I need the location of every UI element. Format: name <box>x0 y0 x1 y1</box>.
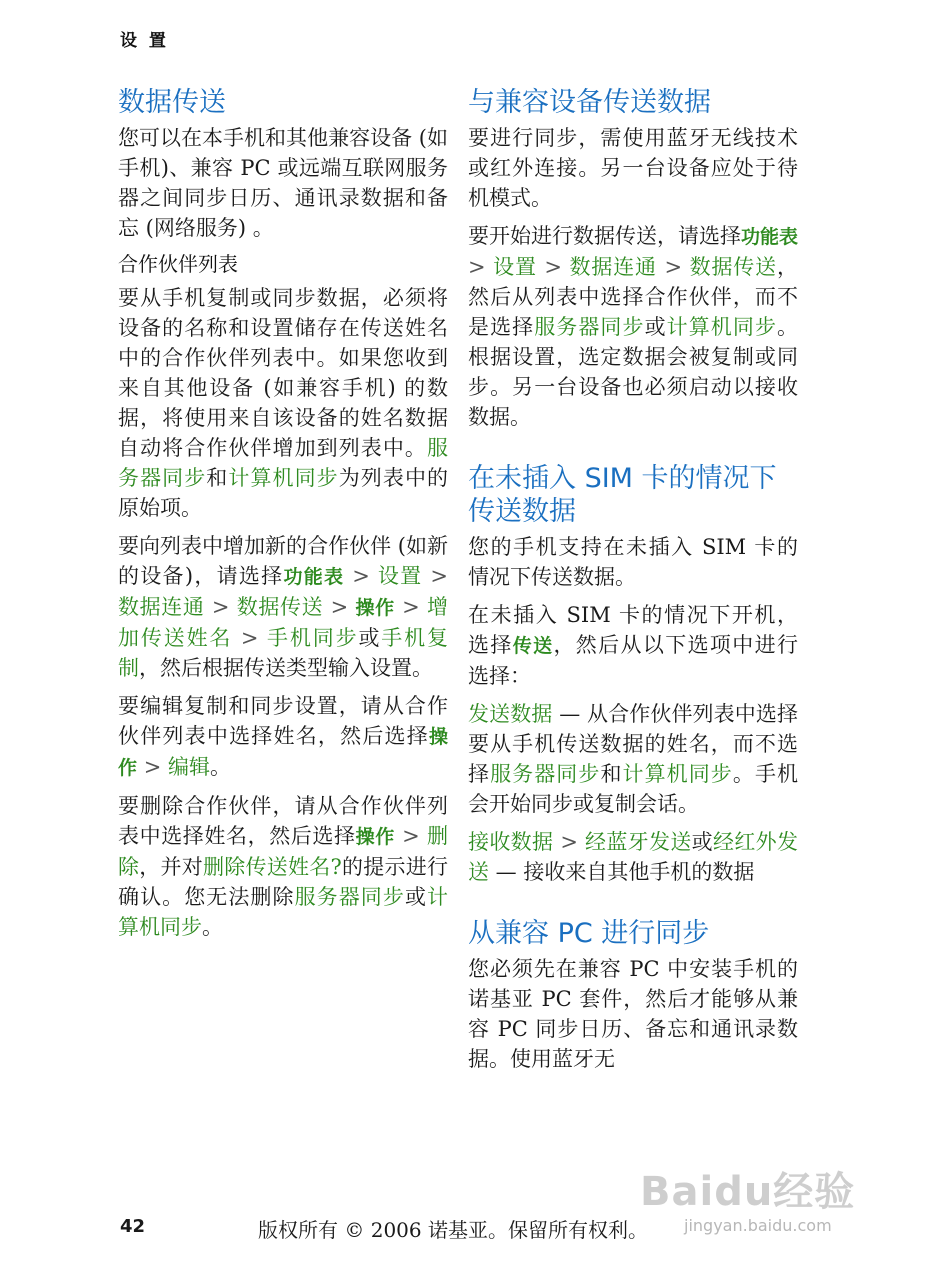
right-column <box>468 86 798 1082</box>
term-pc-sync: 计算机同步 <box>118 885 449 939</box>
menu-separator: > <box>544 255 562 279</box>
term-delete: 删除 <box>118 824 448 879</box>
delete-tail: 。 <box>202 915 223 939</box>
send-text: — 从合作伙伴列表中选择要从手机传送数据的姓名，而不选择 <box>468 702 798 786</box>
paragraph-no-sim-2 <box>468 600 798 691</box>
menu-separator: > <box>330 595 349 619</box>
start-text: 要开始进行数据传送，请选择 <box>468 224 741 248</box>
partners-tail: 为列表中的原始项。 <box>118 466 449 520</box>
word-or: 或 <box>691 830 713 854</box>
word-or: 或 <box>358 626 382 650</box>
heading-no-sim: 在未插入 SIM 卡的情况下传送数据 <box>468 463 777 527</box>
add-text: 要向列表中增加新的合作伙伴 (如新的设备)，请选择 <box>118 534 448 588</box>
partners-text: 要从手机复制或同步数据，必须将设备的名称和设置储存在传送姓名中的合作伙伴列表中。如果您收到来自其他设备 (如兼容手机) 的数据，将使用来自该设备的姓名数据自动将合作伙伴增加到列表中。 <box>118 286 448 460</box>
heading-partner-list: 合作伙伴列表 <box>118 252 238 276</box>
term-edit: 编辑 <box>168 755 210 779</box>
heading-pc-sync: 从兼容 PC 进行同步 <box>468 918 710 949</box>
menu-separator: > <box>211 595 230 619</box>
edit-tail: 。 <box>210 755 231 779</box>
term-pc-sync: 计算机同步 <box>622 762 733 786</box>
term-server-sync: 服务器同步 <box>294 885 405 909</box>
paragraph-start-transfer <box>468 221 798 432</box>
start-tail: 。根据设置，选定数据会被复制或同步。另一台设备也必须启动以接收数据。 <box>468 315 799 429</box>
term-options: 操作 <box>355 826 395 848</box>
paragraph-intro: 您可以在本手机和其他兼容设备 (如手机)、兼容 PC 或远端互联网服务器之间同步日历、通讯录数据和备忘 (网络服务) 。 <box>118 126 448 240</box>
menu-separator: > <box>143 755 162 779</box>
term-transfer: 传送 <box>512 635 554 657</box>
paragraph-partners: 要从手机复制或同步数据，必须将设备的名称和设置储存在传送姓名中的合作伙伴列表中。如果您收到来自其他设备 (如兼容手机) 的数据，将使用来自该设备的姓名数据自动将合作伙伴增加到列表中。服务器同步和计算机同步为列表中的原始项。 <box>118 286 449 520</box>
term-settings: 设置 <box>377 564 423 588</box>
menu-separator: > <box>468 255 486 279</box>
menu-separator: > <box>430 564 448 588</box>
menu-separator: > <box>402 595 420 619</box>
delete-text: 要删除合作伙伴，请从合作伙伴列表中选择姓名，然后选择 <box>118 794 448 848</box>
left-column <box>118 86 448 950</box>
term-phone-copy: 手机复制 <box>118 626 449 680</box>
heading-data-transfer: 数据传送 <box>118 87 226 118</box>
term-connectivity: 数据连通 <box>118 595 205 619</box>
term-server-sync: 服务器同步 <box>534 315 645 339</box>
paragraph-no-sim-1: 您的手机支持在未插入 SIM 卡的情况下传送数据。 <box>468 535 798 589</box>
term-options: 操作 <box>118 726 448 779</box>
term-pc-sync: 计算机同步 <box>666 315 778 339</box>
running-header: 设 置 <box>120 31 169 51</box>
nosim-text: 在未插入 SIM 卡的情况下开机，选择 <box>468 603 798 657</box>
term-receive-data: 接收数据 <box>468 830 554 854</box>
menu-separator: > <box>402 824 420 848</box>
word-or: 或 <box>644 315 667 339</box>
watermark-url: jingyan.baidu.com <box>684 1216 832 1235</box>
heading-compatible-transfer: 与兼容设备传送数据 <box>468 87 711 118</box>
term-settings: 设置 <box>493 255 537 279</box>
word-or: 或 <box>404 885 428 909</box>
term-via-bluetooth: 经蓝牙发送 <box>584 830 692 854</box>
term-server-sync: 服务器同步 <box>490 762 601 786</box>
start-text-2: ，然后从列表中选择合作伙伴，而不是选择 <box>468 255 798 339</box>
paragraph-receive-data <box>468 827 798 887</box>
term-data-transfer: 数据传送 <box>689 255 777 279</box>
copyright-notice: 版权所有 © 2006 诺基亚。保留所有权利。 <box>258 1218 648 1242</box>
paragraph-edit-partner <box>118 691 448 783</box>
edit-text: 要编辑复制和同步设置，请从合作伙伴列表中选择姓名，然后选择 <box>118 694 448 748</box>
menu-separator: > <box>352 564 370 588</box>
baidu-watermark <box>640 1160 910 1250</box>
menu-separator: > <box>240 626 259 650</box>
term-connectivity: 数据连通 <box>569 255 657 279</box>
watermark-logo: Baidu经验 <box>640 1169 856 1215</box>
paragraph-add-partner <box>118 531 448 683</box>
send-end: 。手机会开始同步或复制会话。 <box>468 762 799 816</box>
term-add-contact: 增加传送姓名 <box>118 595 448 650</box>
add-tail: ，然后根据传送类型输入设置。 <box>139 656 433 680</box>
term-pc-sync: 计算机同步 <box>228 466 339 490</box>
receive-text: — 接收来自其他手机的数据 <box>489 860 755 884</box>
word-and: 和 <box>600 762 623 786</box>
term-via-infrared: 经红外发送 <box>468 830 799 884</box>
paragraph-send-data <box>468 699 798 819</box>
term-server-sync: 服务器同步 <box>118 436 448 490</box>
term-phone-sync: 手机同步 <box>267 626 359 650</box>
term-menu: 功能表 <box>283 566 345 588</box>
term-data-transfer: 数据传送 <box>236 595 324 619</box>
paragraph-compatible: 要进行同步，需使用蓝牙无线技术或红外连接。另一台设备应处于待机模式。 <box>468 126 798 210</box>
paragraph-delete-partner <box>118 791 448 942</box>
paragraph-pc-sync: 您必须先在兼容 PC 中安装手机的诺基亚 PC 套件，然后才能够从兼容 PC 同步日历、备忘和通讯录数据。使用蓝牙无 <box>468 957 798 1071</box>
delete-text-3: 的提示进行确认。您无法删除 <box>118 855 449 909</box>
delete-text-2: ，并对 <box>139 855 203 879</box>
term-options: 操作 <box>355 597 395 619</box>
term-menu: 功能表 <box>741 226 799 248</box>
menu-separator: > <box>560 830 578 854</box>
nosim-tail: ，然后从以下选项中进行选择： <box>468 633 798 688</box>
term-send-data: 发送数据 <box>468 702 553 726</box>
menu-separator: > <box>664 255 683 279</box>
term-delete-question: 删除传送姓名? <box>203 855 342 879</box>
page-number: 42 <box>120 1216 146 1237</box>
